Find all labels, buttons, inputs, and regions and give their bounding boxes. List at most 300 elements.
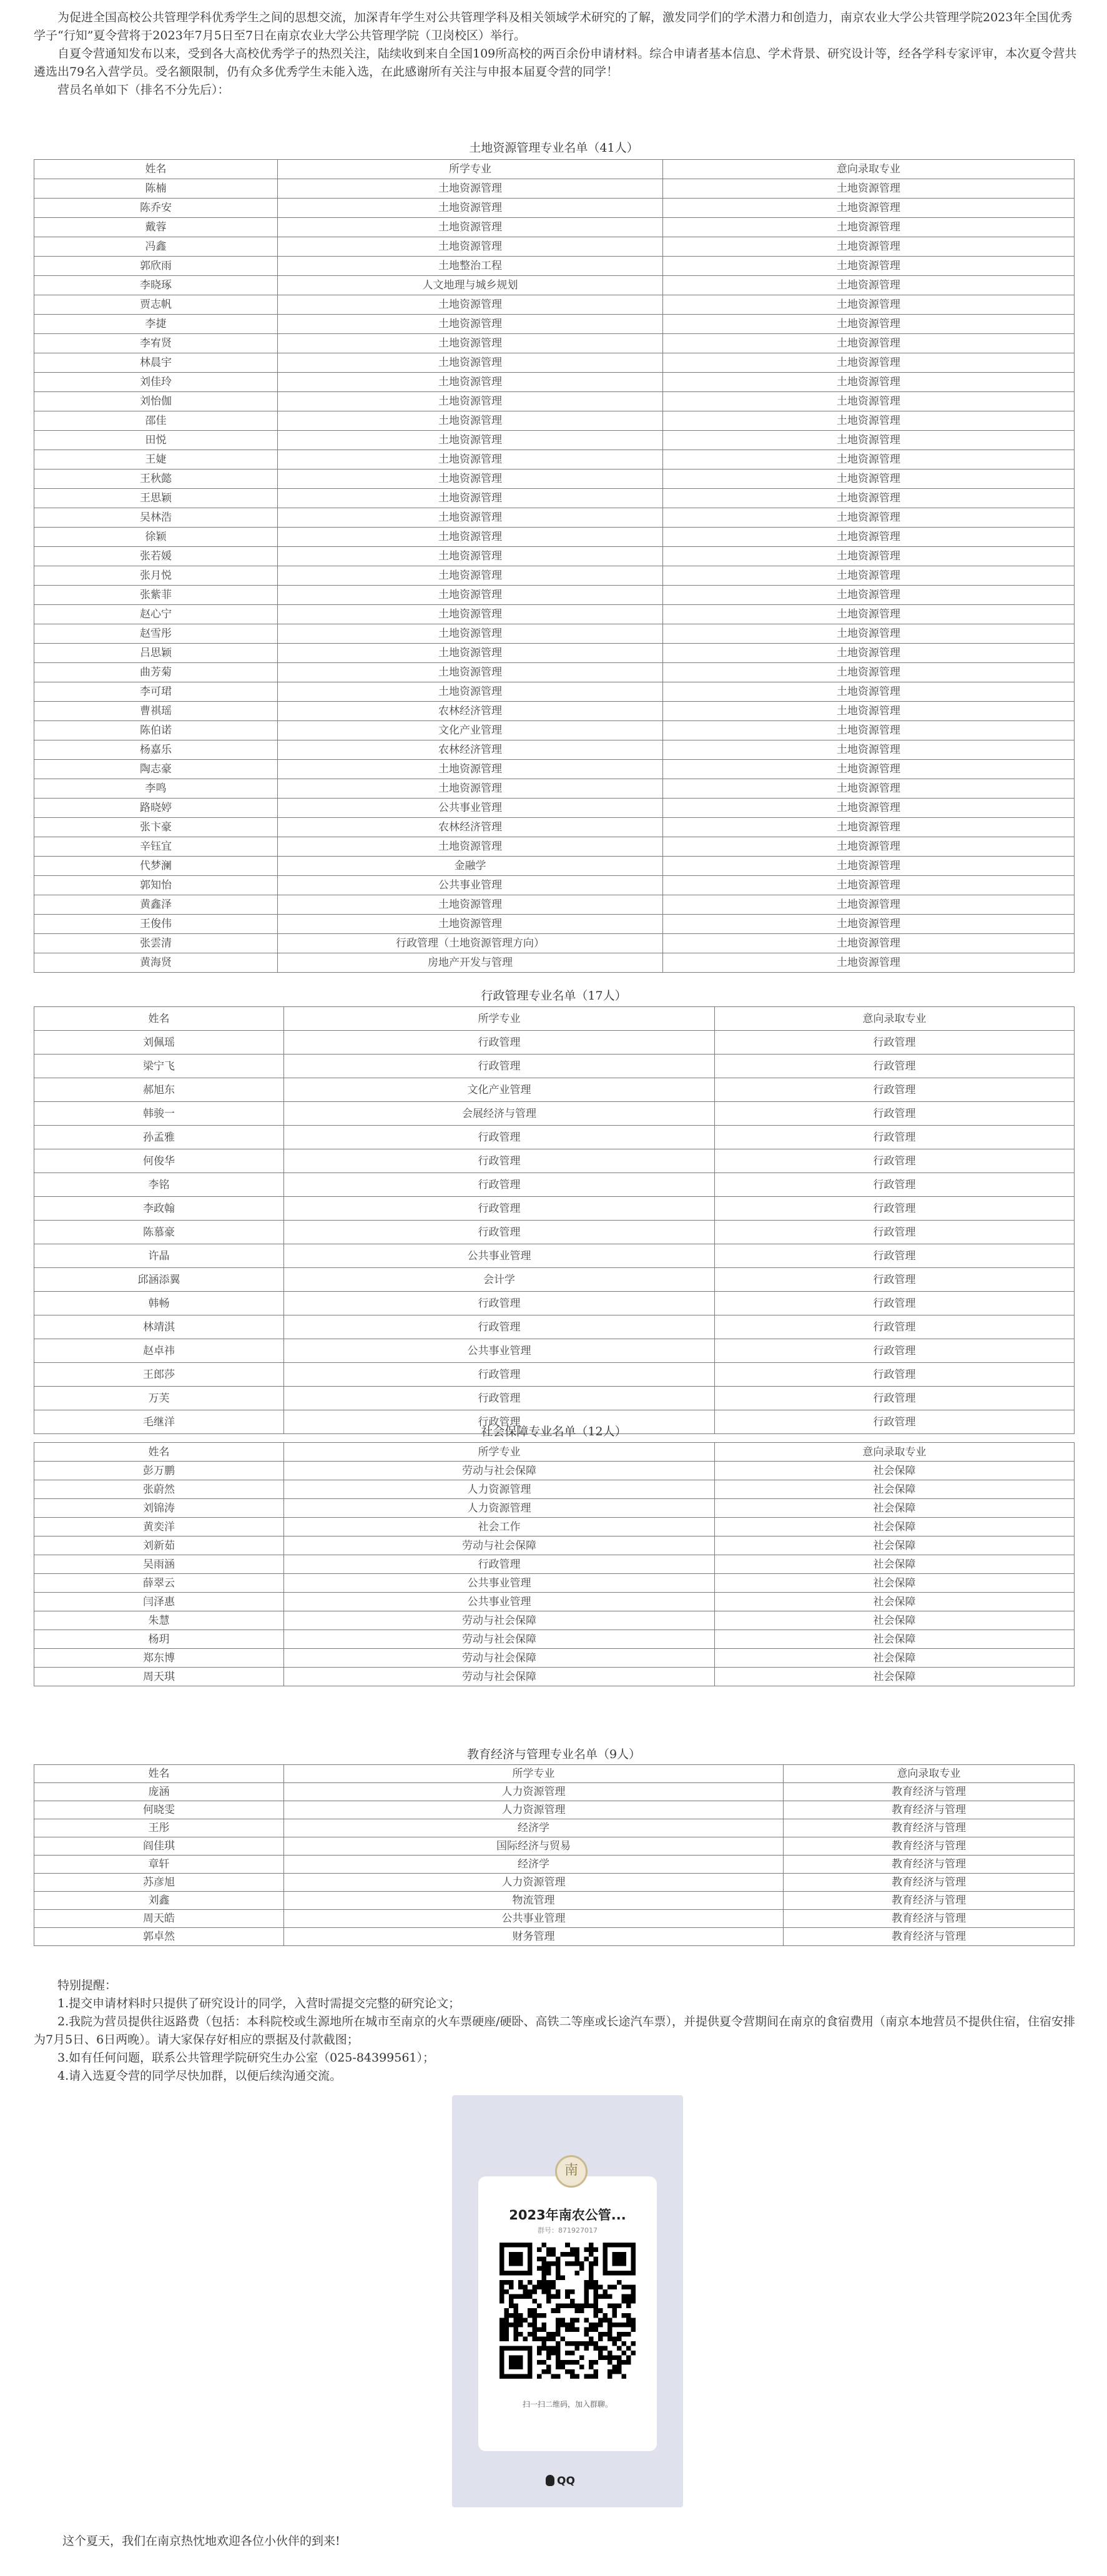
major-cell: 土地资源管理	[278, 508, 663, 528]
table-row	[34, 1801, 1075, 1819]
qq-group-number: 群号：871927017	[538, 2226, 598, 2234]
table-row	[34, 1555, 1075, 1574]
table-row	[34, 566, 1075, 586]
table-caption: 教育经济与管理专业名单（9人）	[466, 1748, 641, 1761]
name-cell: 王郎莎	[34, 1363, 284, 1387]
intended-major-cell: 土地资源管理	[663, 431, 1075, 450]
scan-tip: 扫一扫二维码，加入群聊。	[522, 2400, 613, 2409]
name-cell: 李宥贤	[34, 334, 278, 353]
table-row	[34, 934, 1075, 953]
note-item-2: 2.我院为营员提供往返路费（包括：本科院校或生源地所在城市至南京的火车票硬座/硬卧、高铁二等座或长途汽车票），并提供夏令营期间在南京的食宿费用（南京本地营员不提供住宿，住宿安排为7月5日、6日两晚）。请大家保存好相应的票据及付款截图；	[34, 2015, 1076, 2047]
name-cell: 徐颖	[34, 528, 278, 547]
intended-major-cell: 土地资源管理	[663, 257, 1075, 276]
intended-major-cell: 行政管理	[715, 1387, 1075, 1410]
intended-major-cell: 土地资源管理	[663, 799, 1075, 818]
intended-major-cell: 土地资源管理	[663, 605, 1075, 624]
table-row	[34, 895, 1075, 915]
table-row	[34, 1499, 1075, 1518]
major-cell: 行政管理	[284, 1387, 715, 1410]
major-cell: 人力资源管理	[284, 1801, 784, 1819]
intended-major-cell: 行政管理	[715, 1221, 1075, 1244]
major-cell: 人力资源管理	[284, 1480, 715, 1499]
name-cell: 路晓婷	[34, 799, 278, 818]
table-row	[34, 508, 1075, 528]
major-cell: 土地资源管理	[278, 605, 663, 624]
name-cell: 李捷	[34, 315, 278, 334]
intended-major-cell: 行政管理	[715, 1031, 1075, 1054]
column-header: 姓名	[34, 1443, 284, 1462]
table-row	[34, 315, 1075, 334]
major-cell: 国际经济与贸易	[284, 1837, 784, 1856]
column-header: 意向录取专业	[663, 160, 1075, 179]
major-cell: 土地资源管理	[278, 334, 663, 353]
name-cell: 刘新茹	[34, 1536, 284, 1555]
table-row	[34, 1480, 1075, 1499]
intended-major-cell: 行政管理	[715, 1173, 1075, 1197]
intended-major-cell: 教育经济与管理	[784, 1874, 1075, 1892]
major-cell: 经济学	[284, 1856, 784, 1874]
name-cell: 李鸣	[34, 779, 278, 799]
major-cell: 土地资源管理	[278, 547, 663, 566]
table-row	[34, 1102, 1075, 1126]
major-cell: 社会工作	[284, 1518, 715, 1536]
name-cell: 刘怡伽	[34, 392, 278, 411]
intended-major-cell: 土地资源管理	[663, 586, 1075, 605]
table-row	[34, 431, 1075, 450]
name-cell: 戴蓉	[34, 218, 278, 237]
major-cell: 行政管理	[284, 1292, 715, 1315]
name-cell: 郭知怡	[34, 876, 278, 895]
name-cell: 赵卓祎	[34, 1339, 284, 1363]
intended-major-cell: 社会保障	[715, 1555, 1075, 1574]
intended-major-cell: 土地资源管理	[663, 237, 1075, 257]
intended-major-cell: 土地资源管理	[663, 334, 1075, 353]
major-cell: 行政管理	[284, 1126, 715, 1149]
table-row	[34, 1892, 1075, 1910]
intended-major-cell: 教育经济与管理	[784, 1928, 1075, 1946]
name-cell: 万芙	[34, 1387, 284, 1410]
intended-major-cell: 行政管理	[715, 1410, 1075, 1434]
major-cell: 土地资源管理	[278, 624, 663, 644]
major-cell: 土地资源管理	[278, 373, 663, 392]
name-cell: 闫泽惠	[34, 1593, 284, 1611]
major-cell: 土地资源管理	[278, 586, 663, 605]
table-row	[34, 1292, 1075, 1315]
intended-major-cell: 教育经济与管理	[784, 1892, 1075, 1910]
name-cell: 周天琪	[34, 1668, 284, 1686]
major-cell: 人力资源管理	[284, 1499, 715, 1518]
table-row	[34, 1630, 1075, 1649]
major-cell: 会展经济与管理	[284, 1102, 715, 1126]
college-seal-logo: 南	[555, 2155, 588, 2188]
intended-major-cell: 教育经济与管理	[784, 1910, 1075, 1928]
column-header: 姓名	[34, 1765, 284, 1783]
intended-major-cell: 教育经济与管理	[784, 1837, 1075, 1856]
name-cell: 刘鑫	[34, 1892, 284, 1910]
intended-major-cell: 土地资源管理	[663, 760, 1075, 779]
roster-table	[34, 1764, 1075, 1946]
major-cell: 土地资源管理	[278, 663, 663, 682]
major-cell: 劳动与社会保障	[284, 1630, 715, 1649]
name-cell: 许晶	[34, 1244, 284, 1268]
major-cell: 土地资源管理	[278, 489, 663, 508]
table-caption: 行政管理专业名单（17人）	[481, 989, 627, 1003]
table-row	[34, 1462, 1075, 1480]
intended-major-cell: 土地资源管理	[663, 276, 1075, 295]
table-row	[34, 295, 1075, 315]
major-cell: 公共事业管理	[284, 1244, 715, 1268]
table-row	[34, 1649, 1075, 1668]
table-row	[34, 1387, 1075, 1410]
major-cell: 劳动与社会保障	[284, 1649, 715, 1668]
table-row	[34, 528, 1075, 547]
table-row	[34, 1244, 1075, 1268]
name-cell: 黄奕洋	[34, 1518, 284, 1536]
intended-major-cell: 土地资源管理	[663, 779, 1075, 799]
table-header-row	[34, 1443, 1075, 1462]
name-cell: 彭万鹏	[34, 1462, 284, 1480]
column-header: 所学专业	[284, 1007, 715, 1031]
major-cell: 行政管理	[284, 1173, 715, 1197]
name-cell: 郭欣雨	[34, 257, 278, 276]
intended-major-cell: 社会保障	[715, 1593, 1075, 1611]
name-cell: 王婕	[34, 450, 278, 469]
intended-major-cell: 土地资源管理	[663, 373, 1075, 392]
name-cell: 冯鑫	[34, 237, 278, 257]
intended-major-cell: 教育经济与管理	[784, 1783, 1075, 1801]
name-cell: 贾志帆	[34, 295, 278, 315]
table-row	[34, 1536, 1075, 1555]
intended-major-cell: 社会保障	[715, 1574, 1075, 1593]
major-cell: 人力资源管理	[284, 1874, 784, 1892]
name-cell: 吴雨涵	[34, 1555, 284, 1574]
major-cell: 土地资源管理	[278, 469, 663, 489]
name-cell: 赵心宁	[34, 605, 278, 624]
column-header: 姓名	[34, 1007, 284, 1031]
intended-major-cell: 土地资源管理	[663, 895, 1075, 915]
intended-major-cell: 土地资源管理	[663, 818, 1075, 837]
table-row	[34, 1574, 1075, 1593]
major-cell: 公共事业管理	[278, 799, 663, 818]
intended-major-cell: 行政管理	[715, 1102, 1075, 1126]
table-row	[34, 547, 1075, 566]
major-cell: 公共事业管理	[284, 1593, 715, 1611]
table-row	[34, 353, 1075, 373]
intended-major-cell: 社会保障	[715, 1499, 1075, 1518]
table-row	[34, 373, 1075, 392]
major-cell: 财务管理	[284, 1928, 784, 1946]
intended-major-cell: 社会保障	[715, 1649, 1075, 1668]
table-row	[34, 682, 1075, 702]
intended-major-cell: 土地资源管理	[663, 528, 1075, 547]
table-row	[34, 605, 1075, 624]
intended-major-cell: 教育经济与管理	[784, 1801, 1075, 1819]
major-cell: 土地资源管理	[278, 837, 663, 857]
table-row	[34, 199, 1075, 218]
intended-major-cell: 社会保障	[715, 1536, 1075, 1555]
intended-major-cell: 行政管理	[715, 1315, 1075, 1339]
intended-major-cell: 土地资源管理	[663, 508, 1075, 528]
roster-table	[34, 1442, 1075, 1686]
table-row	[34, 1173, 1075, 1197]
table-row	[34, 857, 1075, 876]
major-cell: 公共事业管理	[284, 1910, 784, 1928]
major-cell: 土地资源管理	[278, 566, 663, 586]
major-cell: 土地资源管理	[278, 528, 663, 547]
major-cell: 劳动与社会保障	[284, 1536, 715, 1555]
intended-major-cell: 土地资源管理	[663, 740, 1075, 760]
name-cell: 章轩	[34, 1856, 284, 1874]
table-row	[34, 586, 1075, 605]
name-cell: 邵佳	[34, 411, 278, 431]
major-cell: 土地资源管理	[278, 315, 663, 334]
intended-major-cell: 土地资源管理	[663, 682, 1075, 702]
table-row	[34, 915, 1075, 934]
name-cell: 张若媛	[34, 547, 278, 566]
major-cell: 文化产业管理	[284, 1078, 715, 1102]
table-row	[34, 237, 1075, 257]
major-cell: 土地资源管理	[278, 431, 663, 450]
major-cell: 行政管理	[284, 1197, 715, 1221]
table-row	[34, 818, 1075, 837]
intended-major-cell: 社会保障	[715, 1668, 1075, 1686]
major-cell: 土地资源管理	[278, 199, 663, 218]
table-row	[34, 1837, 1075, 1856]
intended-major-cell: 土地资源管理	[663, 857, 1075, 876]
table-row	[34, 740, 1075, 760]
table-row	[34, 799, 1075, 818]
table-row	[34, 1054, 1075, 1078]
major-cell: 公共事业管理	[278, 876, 663, 895]
intended-major-cell: 土地资源管理	[663, 392, 1075, 411]
name-cell: 王秋懿	[34, 469, 278, 489]
table-row	[34, 837, 1075, 857]
note-item-3: 3.如有任何问题，联系公共管理学院研究生办公室（025-84399561）；	[57, 2051, 435, 2065]
intended-major-cell: 土地资源管理	[663, 179, 1075, 199]
intended-major-cell: 土地资源管理	[663, 915, 1075, 934]
major-cell: 土地资源管理	[278, 392, 663, 411]
intended-major-cell: 土地资源管理	[663, 934, 1075, 953]
qq-brand	[546, 2475, 596, 2490]
column-header: 所学专业	[284, 1443, 715, 1462]
name-cell: 王思颖	[34, 489, 278, 508]
intended-major-cell: 土地资源管理	[663, 353, 1075, 373]
name-cell: 王彤	[34, 1819, 284, 1837]
table-row	[34, 760, 1075, 779]
major-cell: 行政管理	[284, 1410, 715, 1434]
name-cell: 田悦	[34, 431, 278, 450]
name-cell: 辛钰宜	[34, 837, 278, 857]
table-row	[34, 1268, 1075, 1292]
intended-major-cell: 土地资源管理	[663, 702, 1075, 721]
intended-major-cell: 土地资源管理	[663, 566, 1075, 586]
table-row	[34, 1363, 1075, 1387]
major-cell: 土地资源管理	[278, 760, 663, 779]
column-header: 意向录取专业	[715, 1443, 1075, 1462]
table-row	[34, 489, 1075, 508]
intended-major-cell: 行政管理	[715, 1054, 1075, 1078]
major-cell: 农林经济管理	[278, 740, 663, 760]
intended-major-cell: 土地资源管理	[663, 199, 1075, 218]
major-cell: 农林经济管理	[278, 818, 663, 837]
intended-major-cell: 土地资源管理	[663, 721, 1075, 740]
major-cell: 人文地理与城乡规划	[278, 276, 663, 295]
intended-major-cell: 土地资源管理	[663, 644, 1075, 663]
major-cell: 土地资源管理	[278, 295, 663, 315]
major-cell: 劳动与社会保障	[284, 1462, 715, 1480]
qq-penguin-icon	[546, 2475, 554, 2486]
table-row	[34, 392, 1075, 411]
name-cell: 郑东博	[34, 1649, 284, 1668]
intended-major-cell: 土地资源管理	[663, 547, 1075, 566]
name-cell: 邱涵添翼	[34, 1268, 284, 1292]
table-row	[34, 1819, 1075, 1837]
name-cell: 苏彦旭	[34, 1874, 284, 1892]
major-cell: 行政管理	[284, 1363, 715, 1387]
intended-major-cell: 土地资源管理	[663, 411, 1075, 431]
intended-major-cell: 土地资源管理	[663, 624, 1075, 644]
table-row	[34, 663, 1075, 682]
intended-major-cell: 行政管理	[715, 1268, 1075, 1292]
intended-major-cell: 教育经济与管理	[784, 1856, 1075, 1874]
table-row	[34, 721, 1075, 740]
name-cell: 陈伯诺	[34, 721, 278, 740]
name-cell: 张卞豪	[34, 818, 278, 837]
major-cell: 会计学	[284, 1268, 715, 1292]
major-cell: 行政管理	[284, 1315, 715, 1339]
name-cell: 庞涵	[34, 1783, 284, 1801]
column-header: 所学专业	[278, 160, 663, 179]
name-cell: 赵雪彤	[34, 624, 278, 644]
name-cell: 李可珺	[34, 682, 278, 702]
table-row	[34, 1910, 1075, 1928]
table-row	[34, 876, 1075, 895]
qq-brand-label: QQ	[557, 2475, 575, 2487]
name-cell: 张蔚然	[34, 1480, 284, 1499]
major-cell: 行政管理	[284, 1221, 715, 1244]
major-cell: 行政管理	[284, 1054, 715, 1078]
intended-major-cell: 社会保障	[715, 1518, 1075, 1536]
name-cell: 刘佩瑶	[34, 1031, 284, 1054]
major-cell: 文化产业管理	[278, 721, 663, 740]
closing-line: 这个夏天，我们在南京热忱地欢迎各位小伙伴的到来!	[62, 2534, 340, 2548]
name-cell: 吴林浩	[34, 508, 278, 528]
name-cell: 代梦澜	[34, 857, 278, 876]
name-cell: 刘佳玲	[34, 373, 278, 392]
major-cell: 行政管理	[284, 1031, 715, 1054]
intended-major-cell: 行政管理	[715, 1244, 1075, 1268]
name-cell: 黄鑫泽	[34, 895, 278, 915]
intro-paragraphs	[34, 9, 1080, 99]
table-row	[34, 218, 1075, 237]
table-caption: 社会保障专业名单（12人）	[481, 1425, 627, 1438]
intended-major-cell: 土地资源管理	[663, 295, 1075, 315]
major-cell: 土地资源管理	[278, 644, 663, 663]
name-cell: 林靖淇	[34, 1315, 284, 1339]
notes-title: 特别提醒：	[57, 1979, 117, 1992]
intended-major-cell: 行政管理	[715, 1149, 1075, 1173]
table-row	[34, 624, 1075, 644]
table-row	[34, 1518, 1075, 1536]
column-header: 意向录取专业	[715, 1007, 1075, 1031]
name-cell: 朱慧	[34, 1611, 284, 1630]
name-cell: 毛继洋	[34, 1410, 284, 1434]
major-cell: 土地整治工程	[278, 257, 663, 276]
major-cell: 物流管理	[284, 1892, 784, 1910]
intended-major-cell: 土地资源管理	[663, 450, 1075, 469]
table-row	[34, 1126, 1075, 1149]
table-row	[34, 1149, 1075, 1173]
name-cell: 曲芳菊	[34, 663, 278, 682]
table-header-row	[34, 1765, 1075, 1783]
name-cell: 林晨宇	[34, 353, 278, 373]
intended-major-cell: 行政管理	[715, 1197, 1075, 1221]
major-cell: 土地资源管理	[278, 895, 663, 915]
major-cell: 土地资源管理	[278, 682, 663, 702]
name-cell: 阎佳琪	[34, 1837, 284, 1856]
intended-major-cell: 行政管理	[715, 1339, 1075, 1363]
intended-major-cell: 教育经济与管理	[784, 1819, 1075, 1837]
table-row	[34, 334, 1075, 353]
intended-major-cell: 社会保障	[715, 1480, 1075, 1499]
major-cell: 土地资源管理	[278, 237, 663, 257]
note-item-1: 1.提交申请材料时只提供了研究设计的同学，入营时需提交完整的研究论文；	[57, 1997, 461, 2010]
table-row	[34, 1078, 1075, 1102]
name-cell: 何俊华	[34, 1149, 284, 1173]
name-cell: 韩畅	[34, 1292, 284, 1315]
qr-code-image[interactable]	[499, 2243, 636, 2379]
name-cell: 陶志豪	[34, 760, 278, 779]
table-caption: 土地资源管理专业名单（41人）	[469, 141, 639, 155]
major-cell: 农林经济管理	[278, 702, 663, 721]
table-row	[34, 1928, 1075, 1946]
major-cell: 金融学	[278, 857, 663, 876]
name-cell: 杨嘉乐	[34, 740, 278, 760]
name-cell: 韩骏一	[34, 1102, 284, 1126]
intro-paragraph-3: 营员名单如下（排名不分先后）：	[57, 83, 230, 97]
table-row	[34, 411, 1075, 431]
table-row	[34, 276, 1075, 295]
intended-major-cell: 土地资源管理	[663, 876, 1075, 895]
special-notes	[34, 1977, 1080, 2085]
intended-major-cell: 行政管理	[715, 1126, 1075, 1149]
qq-group-name: 2023年南农公管...	[509, 2208, 626, 2223]
intended-major-cell: 土地资源管理	[663, 953, 1075, 973]
column-header: 所学专业	[284, 1765, 784, 1783]
name-cell: 薛翠云	[34, 1574, 284, 1593]
name-cell: 周天皓	[34, 1910, 284, 1928]
table-row	[34, 1668, 1075, 1686]
table-row	[34, 1197, 1075, 1221]
name-cell: 陈慕豪	[34, 1221, 284, 1244]
major-cell: 行政管理	[284, 1149, 715, 1173]
name-cell: 刘锦涛	[34, 1499, 284, 1518]
name-cell: 郭卓然	[34, 1928, 284, 1946]
table-row	[34, 1611, 1075, 1630]
major-cell: 土地资源管理	[278, 450, 663, 469]
major-cell: 经济学	[284, 1819, 784, 1837]
intended-major-cell: 行政管理	[715, 1292, 1075, 1315]
intended-major-cell: 土地资源管理	[663, 315, 1075, 334]
intended-major-cell: 土地资源管理	[663, 837, 1075, 857]
major-cell: 公共事业管理	[284, 1339, 715, 1363]
name-cell: 杨玥	[34, 1630, 284, 1649]
name-cell: 何晓雯	[34, 1801, 284, 1819]
intended-major-cell: 行政管理	[715, 1363, 1075, 1387]
table-row	[34, 450, 1075, 469]
table-row	[34, 953, 1075, 973]
intended-major-cell: 土地资源管理	[663, 489, 1075, 508]
